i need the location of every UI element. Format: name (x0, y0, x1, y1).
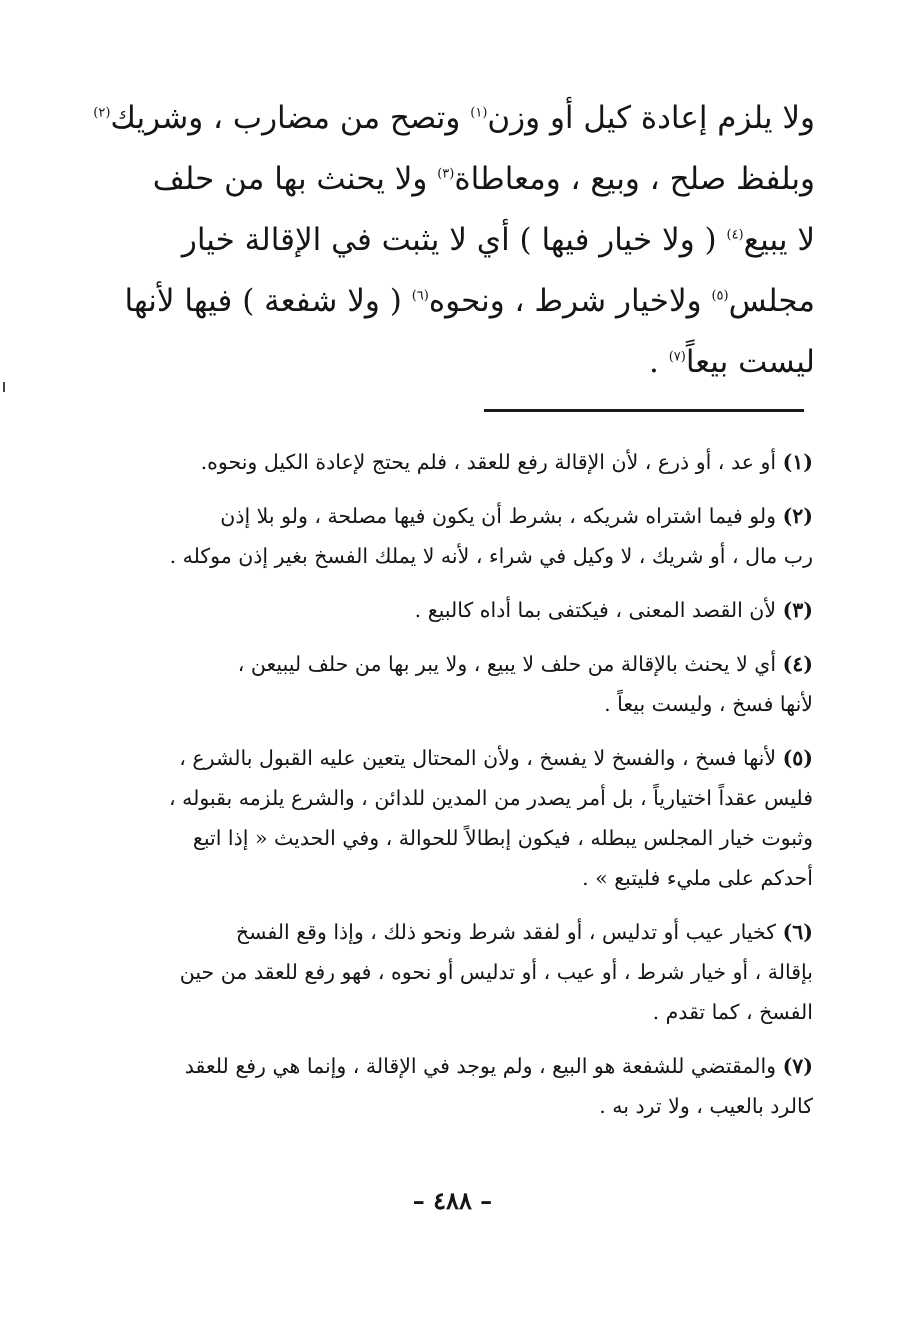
main-text-run: ولا يلزم إعادة كيل أو وزن (487, 100, 815, 136)
footnote-text: فليس عقداً اختيارياً ، بل أمر يصدر من المدين للدائن ، والشرع يلزمه بقبوله ، (168, 786, 813, 810)
main-text-run: ولا يحنث بها من حلف (152, 161, 438, 197)
footnote-number: (٥) (782, 746, 813, 770)
footnote-number: (٧) (782, 1054, 813, 1078)
footnote-text: وثبوت خيار المجلس يبطله ، فيكون إبطالاً للحوالة ، وفي الحديث « إذا اتبع (192, 826, 813, 850)
footnote-reference: (٧) (668, 349, 686, 365)
footnote-number: (٢) (782, 504, 813, 528)
footnote-reference: (١) (470, 105, 488, 121)
footnote (66, 912, 813, 1032)
main-text-line (64, 271, 815, 332)
main-text-run: ليست بيعاً (685, 344, 815, 380)
footnote (66, 442, 813, 482)
footnote-reference: (٥) (711, 288, 729, 304)
footnote-text: لأن القصد المعنى ، فيكتفى بما أداه كالبيع . (414, 598, 777, 622)
footnote-text: كخيار عيب أو تدليس ، أو لفقد شرط ونحو ذلك ، وإذا وقع الفسخ (235, 920, 777, 944)
footnote-text: رب مال ، أو شريك ، لا وكيل في شراء ، لأنه لا يملك الفسخ بغير إذن موكله . (169, 544, 813, 568)
footnote-number: (١) (782, 450, 813, 474)
footnote-reference: (٦) (411, 288, 429, 304)
footnote-line (66, 912, 813, 952)
footnote-text: الفسخ ، كما تقدم . (652, 1000, 813, 1024)
footnote-line (66, 644, 813, 684)
main-text-line (64, 210, 815, 271)
footnote-line (66, 590, 813, 630)
main-text-run: ( ولا شفعة ) فيها لأنها (124, 283, 412, 319)
footnote-number: (٤) (782, 652, 813, 676)
footnote-reference: (٤) (726, 227, 744, 243)
main-text-run: وتصح من مضارب ، وشريك (110, 100, 471, 136)
footnote-text: أحدكم على مليء فليتبع » . (582, 866, 813, 890)
footnote-line (66, 858, 813, 898)
footnote-line (66, 1046, 813, 1086)
footnote (66, 1046, 813, 1126)
main-text-line (64, 88, 815, 149)
main-text-block (64, 88, 815, 393)
footnote-reference: (٣) (437, 166, 455, 182)
footnotes-section (66, 442, 813, 1140)
main-text-run: لا يبيع (743, 222, 815, 258)
footnote-reference: (٢) (93, 105, 111, 121)
footnote-text: بإقالة ، أو خيار شرط ، أو عيب ، أو تدليس أو نحوه ، فهو رفع للعقد من حين (179, 960, 813, 984)
footnote-text: أي لا يحنث بالإقالة من حلف لا يبيع ، ولا يبر بها من حلف ليبيعن ، (237, 652, 777, 676)
main-text-run: ( ولا خيار فيها ) أي لا يثبت في الإقالة خيار (181, 222, 727, 258)
main-text-run: مجلس (728, 283, 815, 319)
page-number: – ٤٨٨ – (412, 1186, 493, 1215)
footnote-text: ولو فيما اشتراه شريكه ، بشرط أن يكون فيها مصلحة ، ولو بلا إذن (220, 504, 777, 528)
footnote-line (66, 738, 813, 778)
footnote-text: والمقتضي للشفعة هو البيع ، ولم يوجد في الإقالة ، وإنما هي رفع للعقد (184, 1054, 777, 1078)
footnote-line (66, 992, 813, 1032)
footnote (66, 644, 813, 724)
footnote-text: لأنها فسخ ، وليست بيعاً . (604, 692, 813, 716)
footnote (66, 496, 813, 576)
margin-mark (3, 382, 5, 392)
footnote (66, 738, 813, 898)
footnote-line (66, 442, 813, 482)
main-text-line (64, 332, 815, 393)
main-text-run: ولاخيار شرط ، ونحوه (428, 283, 712, 319)
footnote-line (66, 496, 813, 536)
footnote-line (66, 818, 813, 858)
main-text-run: وبلفظ صلح ، وبيع ، ومعاطاة (454, 161, 815, 197)
footnote-line (66, 536, 813, 576)
footnote-divider (484, 409, 804, 412)
footnote-number: (٦) (782, 920, 813, 944)
main-text-run: . (649, 344, 669, 380)
footnote (66, 590, 813, 630)
footnote-text: كالرد بالعيب ، ولا ترد به . (599, 1094, 813, 1118)
main-text-line (64, 149, 815, 210)
footnote-line (66, 778, 813, 818)
footnote-line (66, 684, 813, 724)
footnote-text: أو عد ، أو ذرع ، لأن الإقالة رفع للعقد ، فلم يحتج لإعادة الكيل ونحوه. (200, 450, 777, 474)
footnote-number: (٣) (782, 598, 813, 622)
footnote-line (66, 952, 813, 992)
footnote-line (66, 1086, 813, 1126)
footnote-text: لأنها فسخ ، والفسخ لا يفسخ ، ولأن المحتال يتعين عليه القبول بالشرع ، (179, 746, 777, 770)
